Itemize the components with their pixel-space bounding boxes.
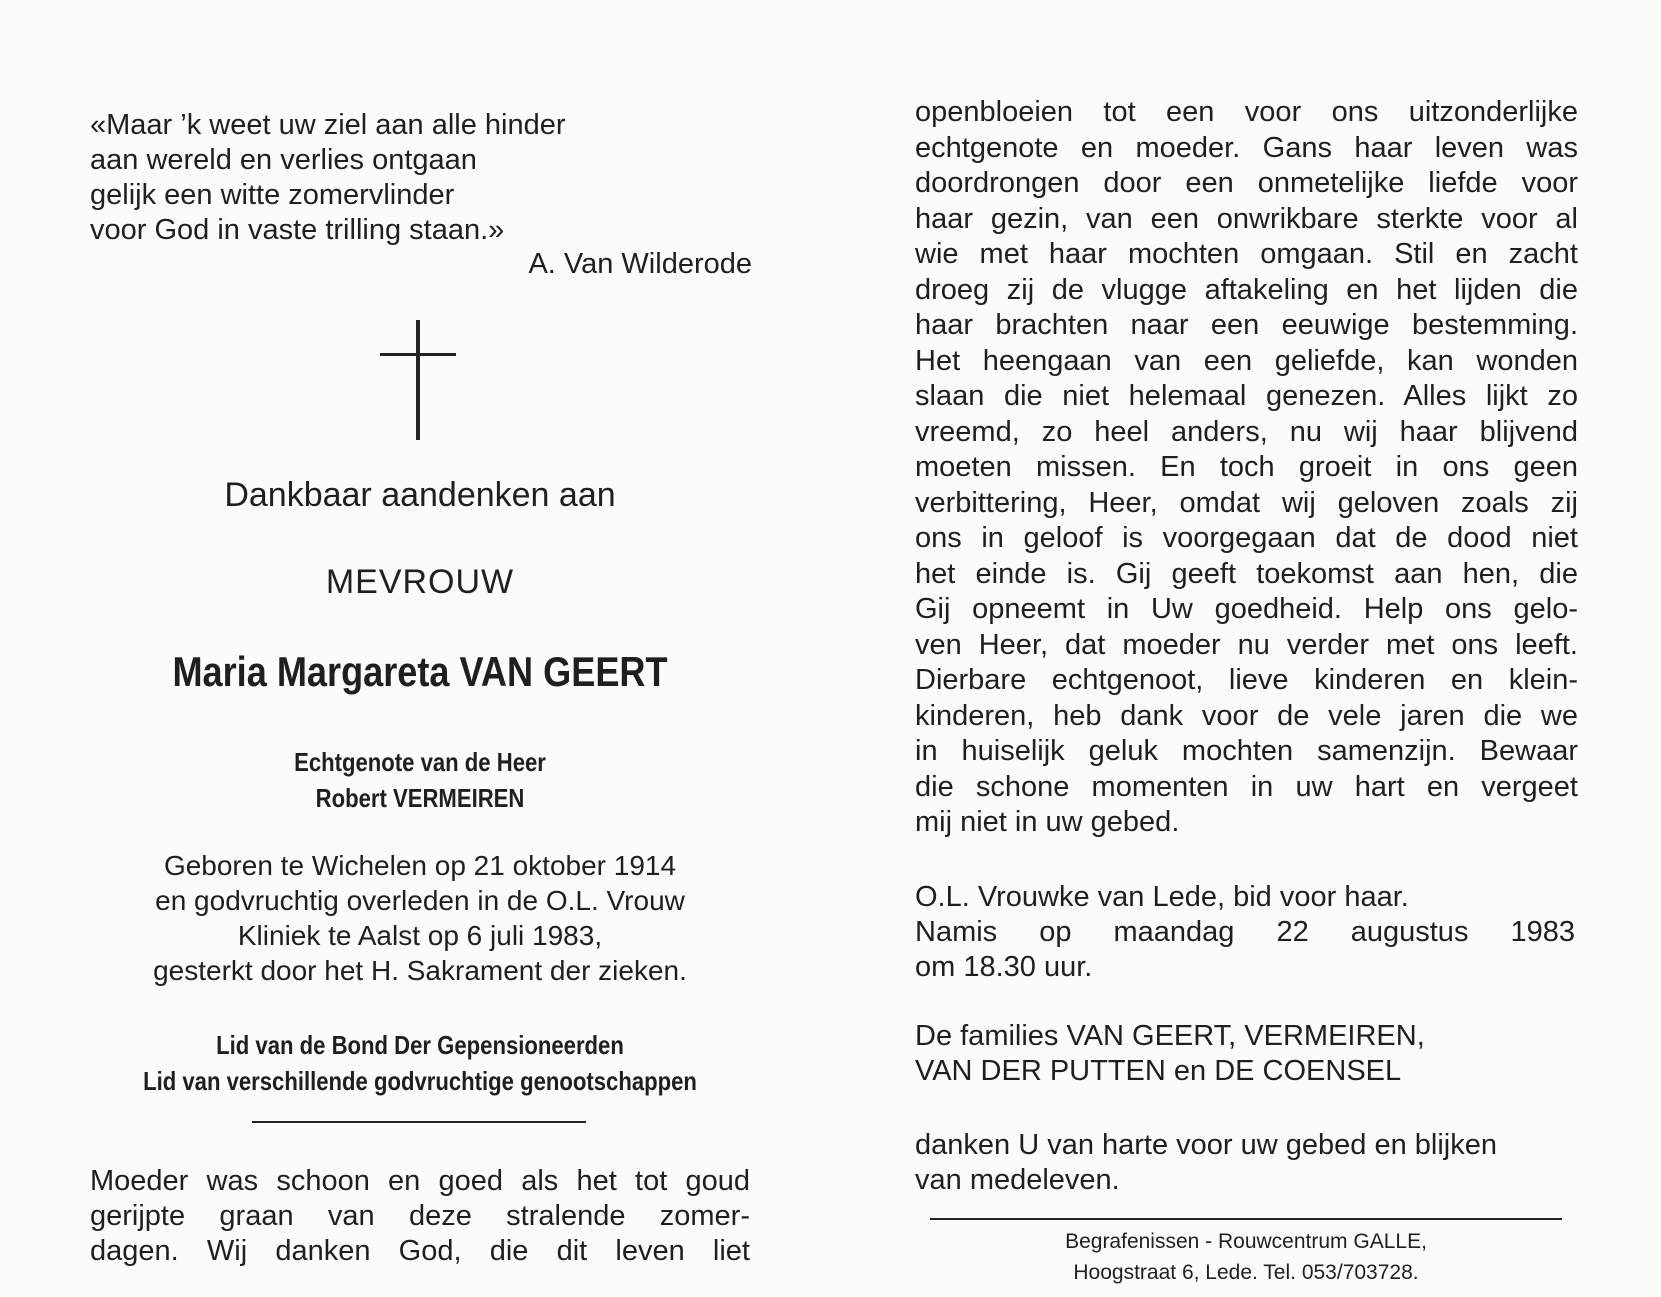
tribute-line: slaan die niet helemaal genezen. Alles lijkt zo (915, 380, 1578, 412)
tribute-line: haar brachten naar een eeuwige bestemming. (915, 309, 1578, 341)
sacrament-line: gesterkt door het H. Sakrament der zieken. (153, 955, 687, 986)
death-line: en godvruchtig overleden in de O.L. Vrouw (155, 885, 685, 916)
spouse-info (140, 744, 701, 816)
tribute-line: haar gezin, van een onwrikbare sterkte voor al (915, 202, 1578, 235)
tribute-line: doordrongen door een onmetelijke liefde voor (915, 167, 1578, 199)
membership-line: Lid van de Bond Der Gepensioneerden (216, 1030, 624, 1060)
tribute-line: Gij opneemt in Uw goedheid. Help ons gelo- (915, 593, 1578, 625)
latin-cross-icon (380, 320, 456, 440)
death-place-line: Kliniek te Aalst op 6 juli 1983, (237, 920, 603, 951)
tribute-line: die schone momenten in uw hart en vergeet (915, 770, 1578, 803)
tribute-paragraph-continued (915, 95, 1578, 841)
tribute-paragraph-start (90, 1164, 750, 1269)
poem (90, 108, 750, 282)
mass-time-line: om 18.30 uur. (915, 951, 1093, 983)
poem-line: gelijk een witte zomervlinder (90, 179, 455, 211)
poem-line: aan wereld en verlies ontgaan (90, 144, 477, 176)
spouse-line: Echtgenote van de Heer (294, 747, 546, 777)
divider-line (252, 1121, 586, 1123)
tribute-line: wie met haar mochten omgaan. Stil en zacht (915, 238, 1578, 270)
poem-line: «Maar ’k weet uw ziel aan alle hinder (90, 109, 566, 141)
spouse-name: Robert VERMEIREN (315, 783, 525, 813)
tribute-line: vreemd, zo heel anders, nu wij haar blijvend (915, 415, 1578, 448)
families-line: VAN DER PUTTEN en DE COENSEL (915, 1055, 1402, 1087)
birth-line: Geboren te Wichelen op 21 oktober 1914 (163, 850, 677, 881)
poem-line: voor God in vaste trilling staan.» (90, 214, 505, 246)
tribute-line: gerijpte graan van deze stralende zomer- (90, 1200, 750, 1232)
birth-death-info (90, 848, 750, 988)
prayer-and-mass (915, 880, 1578, 985)
thanks (915, 1128, 1578, 1198)
tribute-line: verbittering, Heer, omdat wij geloven zoals zij (915, 486, 1578, 519)
poem-author: A. Van Wilderode (528, 248, 752, 280)
tribute-line: Moeder was schoon en goed als het tot goud (90, 1165, 750, 1197)
membership-info (140, 1027, 701, 1099)
deceased-name: Maria Margareta VAN GEERT (172, 648, 668, 695)
tribute-line: Het heengaan van een geliefde, kan wonden (915, 344, 1578, 377)
tribute-line: echtgenote en moeder. Gans haar leven was (915, 131, 1578, 164)
families-line: De families VAN GEERT, VERMEIREN, (915, 1020, 1425, 1052)
mass-date-line: Namis op maandag 22 augustus 1983 (915, 916, 1575, 948)
divider-line (930, 1218, 1562, 1220)
membership-line: Lid van verschillende godvruchtige genootschappen (143, 1066, 697, 1096)
honorific-title: MEVROUW (325, 563, 515, 601)
memorial-heading: Dankbaar aandenken aan (224, 476, 616, 514)
undertaker-info (930, 1226, 1562, 1288)
tribute-line: ven Heer, dat moeder nu verder met ons leeft. (915, 628, 1578, 661)
tribute-line: in huiselijk geluk mochten samenzijn. Bewaar (915, 735, 1578, 767)
tribute-line: dagen. Wij danken God, die dit leven liet (90, 1235, 750, 1267)
tribute-line: mij niet in uw gebed. (915, 806, 1180, 838)
tribute-line: ons in geloof is voorgegaan dat de dood niet (915, 522, 1578, 554)
undertaker-address: Hoogstraat 6, Lede. Tel. 053/703728. (1073, 1261, 1419, 1284)
tribute-line: openbloeien tot een voor ons uitzonderlijke (915, 96, 1578, 128)
families (915, 1019, 1578, 1089)
prayer-line: O.L. Vrouwke van Lede, bid voor haar. (915, 881, 1409, 913)
tribute-line: Dierbare echtgenoot, lieve kinderen en klein- (915, 664, 1578, 696)
tribute-line: moeten missen. En toch groeit in ons geen (915, 451, 1578, 483)
thanks-line: van medeleven. (915, 1164, 1120, 1196)
tribute-line: kinderen, heb dank voor de vele jaren die we (915, 699, 1578, 732)
undertaker-name: Begrafenissen - Rouwcentrum GALLE, (1065, 1230, 1427, 1253)
tribute-line: het einde is. Gij geeft toekomst aan hen, die (915, 557, 1578, 590)
tribute-line: droeg zij de vlugge aftakeling en het lijden die (915, 273, 1578, 306)
thanks-line: danken U van harte voor uw gebed en blijken (915, 1129, 1497, 1161)
